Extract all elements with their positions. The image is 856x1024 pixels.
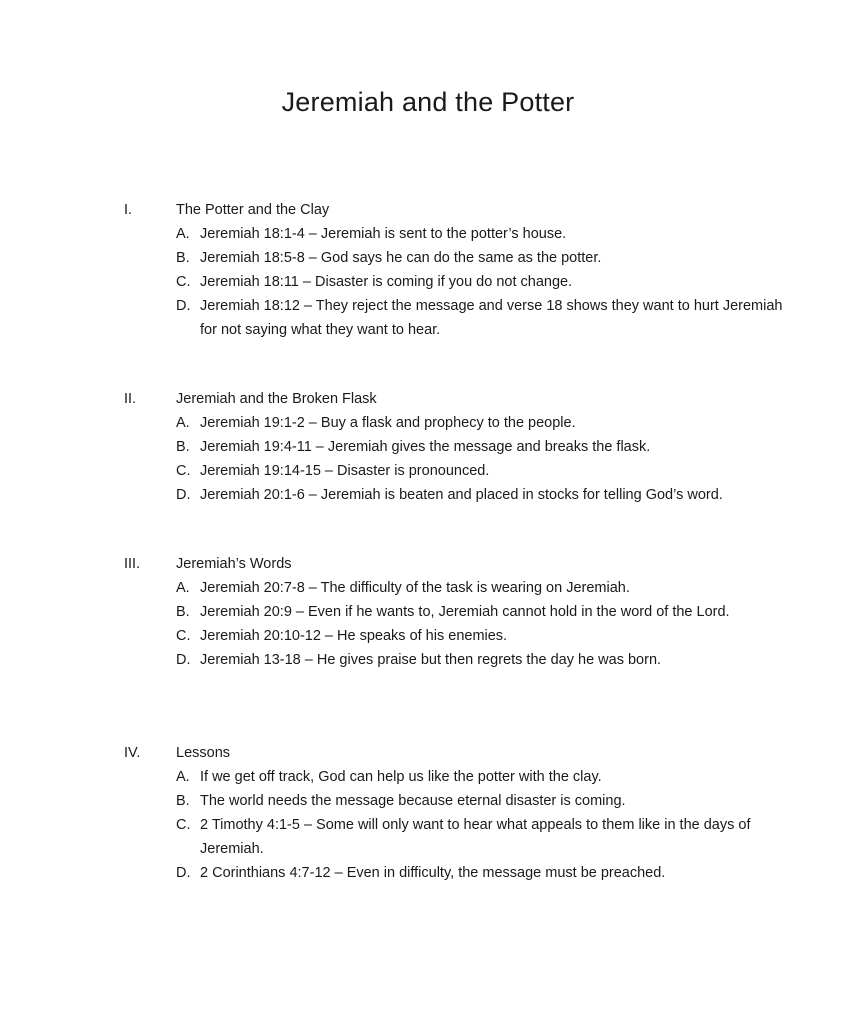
list-item [124,270,784,294]
outline-section [124,741,784,885]
item-letter: C. [176,274,191,290]
section-heading: Jeremiah’s Words [176,556,292,572]
item-text: Jeremiah 18:12 – They reject the message and verse 18 shows they want to hurt Jeremiah for not saying what they want to hear. [200,298,783,338]
item-letter: A. [176,226,190,242]
list-item [124,789,784,813]
item-letter: C. [176,463,191,479]
section-heading: Jeremiah and the Broken Flask [176,391,377,407]
section-numeral: III. [124,556,141,572]
list-item [124,483,784,507]
item-text: Jeremiah 13-18 – He gives praise but then regrets the day he was born. [200,652,662,668]
item-letter: A. [176,580,190,596]
section-numeral: I. [124,202,133,218]
item-letter: D. [176,298,191,314]
list-item [124,576,784,600]
outline-section [124,198,784,342]
section-item-list [124,222,784,342]
list-item [124,600,784,624]
list-item [124,861,784,885]
section-header [124,198,784,222]
section-header [124,387,784,411]
list-item [124,648,784,672]
section-numeral: II. [124,391,137,407]
item-letter: A. [176,415,190,431]
list-item [124,246,784,270]
item-text: 2 Timothy 4:1-5 – Some will only want to hear what appeals to them like in the days of Jeremiah. [200,817,751,857]
item-text: Jeremiah 18:1-4 – Jeremiah is sent to the potter’s house. [200,226,567,242]
item-letter: B. [176,250,190,266]
item-letter: C. [176,628,191,644]
section-item-list [124,576,784,672]
item-letter: C. [176,817,191,833]
section-numeral: IV. [124,745,141,761]
item-text: Jeremiah 20:1-6 – Jeremiah is beaten and placed in stocks for telling God’s word. [200,487,723,503]
section-header [124,552,784,576]
section-item-list [124,765,784,885]
section-item-list [124,411,784,507]
item-text: Jeremiah 19:14-15 – Disaster is pronounced. [200,463,490,479]
item-text: Jeremiah 19:1-2 – Buy a flask and prophecy to the people. [200,415,576,431]
list-item [124,435,784,459]
item-letter: D. [176,652,191,668]
item-text: The world needs the message because eternal disaster is coming. [200,793,626,809]
item-text: Jeremiah 18:11 – Disaster is coming if you do not change. [200,274,573,290]
section-heading: The Potter and the Clay [176,202,330,218]
list-item [124,459,784,483]
item-text: Jeremiah 18:5-8 – God says he can do the same as the potter. [200,250,602,266]
page-title: Jeremiah and the Potter [281,87,575,117]
section-heading: Lessons [176,745,231,761]
list-item [124,624,784,648]
item-letter: D. [176,487,191,503]
item-letter: B. [176,604,190,620]
item-letter: D. [176,865,191,881]
list-item [124,294,784,342]
item-text: Jeremiah 20:9 – Even if he wants to, Jeremiah cannot hold in the word of the Lord. [200,604,730,620]
item-text: If we get off track, God can help us like the potter with the clay. [200,769,602,785]
list-item [124,813,784,861]
item-text: Jeremiah 19:4-11 – Jeremiah gives the message and breaks the flask. [200,439,651,455]
item-text: Jeremiah 20:10-12 – He speaks of his enemies. [200,628,508,644]
list-item [124,411,784,435]
item-letter: A. [176,769,190,785]
item-letter: B. [176,439,190,455]
outline-section [124,552,784,672]
list-item [124,765,784,789]
outline-section [124,387,784,507]
section-header [124,741,784,765]
list-item [124,222,784,246]
item-text: 2 Corinthians 4:7-12 – Even in difficulty, the message must be preached. [200,865,666,881]
item-letter: B. [176,793,190,809]
item-text: Jeremiah 20:7-8 – The difficulty of the task is wearing on Jeremiah. [200,580,630,596]
